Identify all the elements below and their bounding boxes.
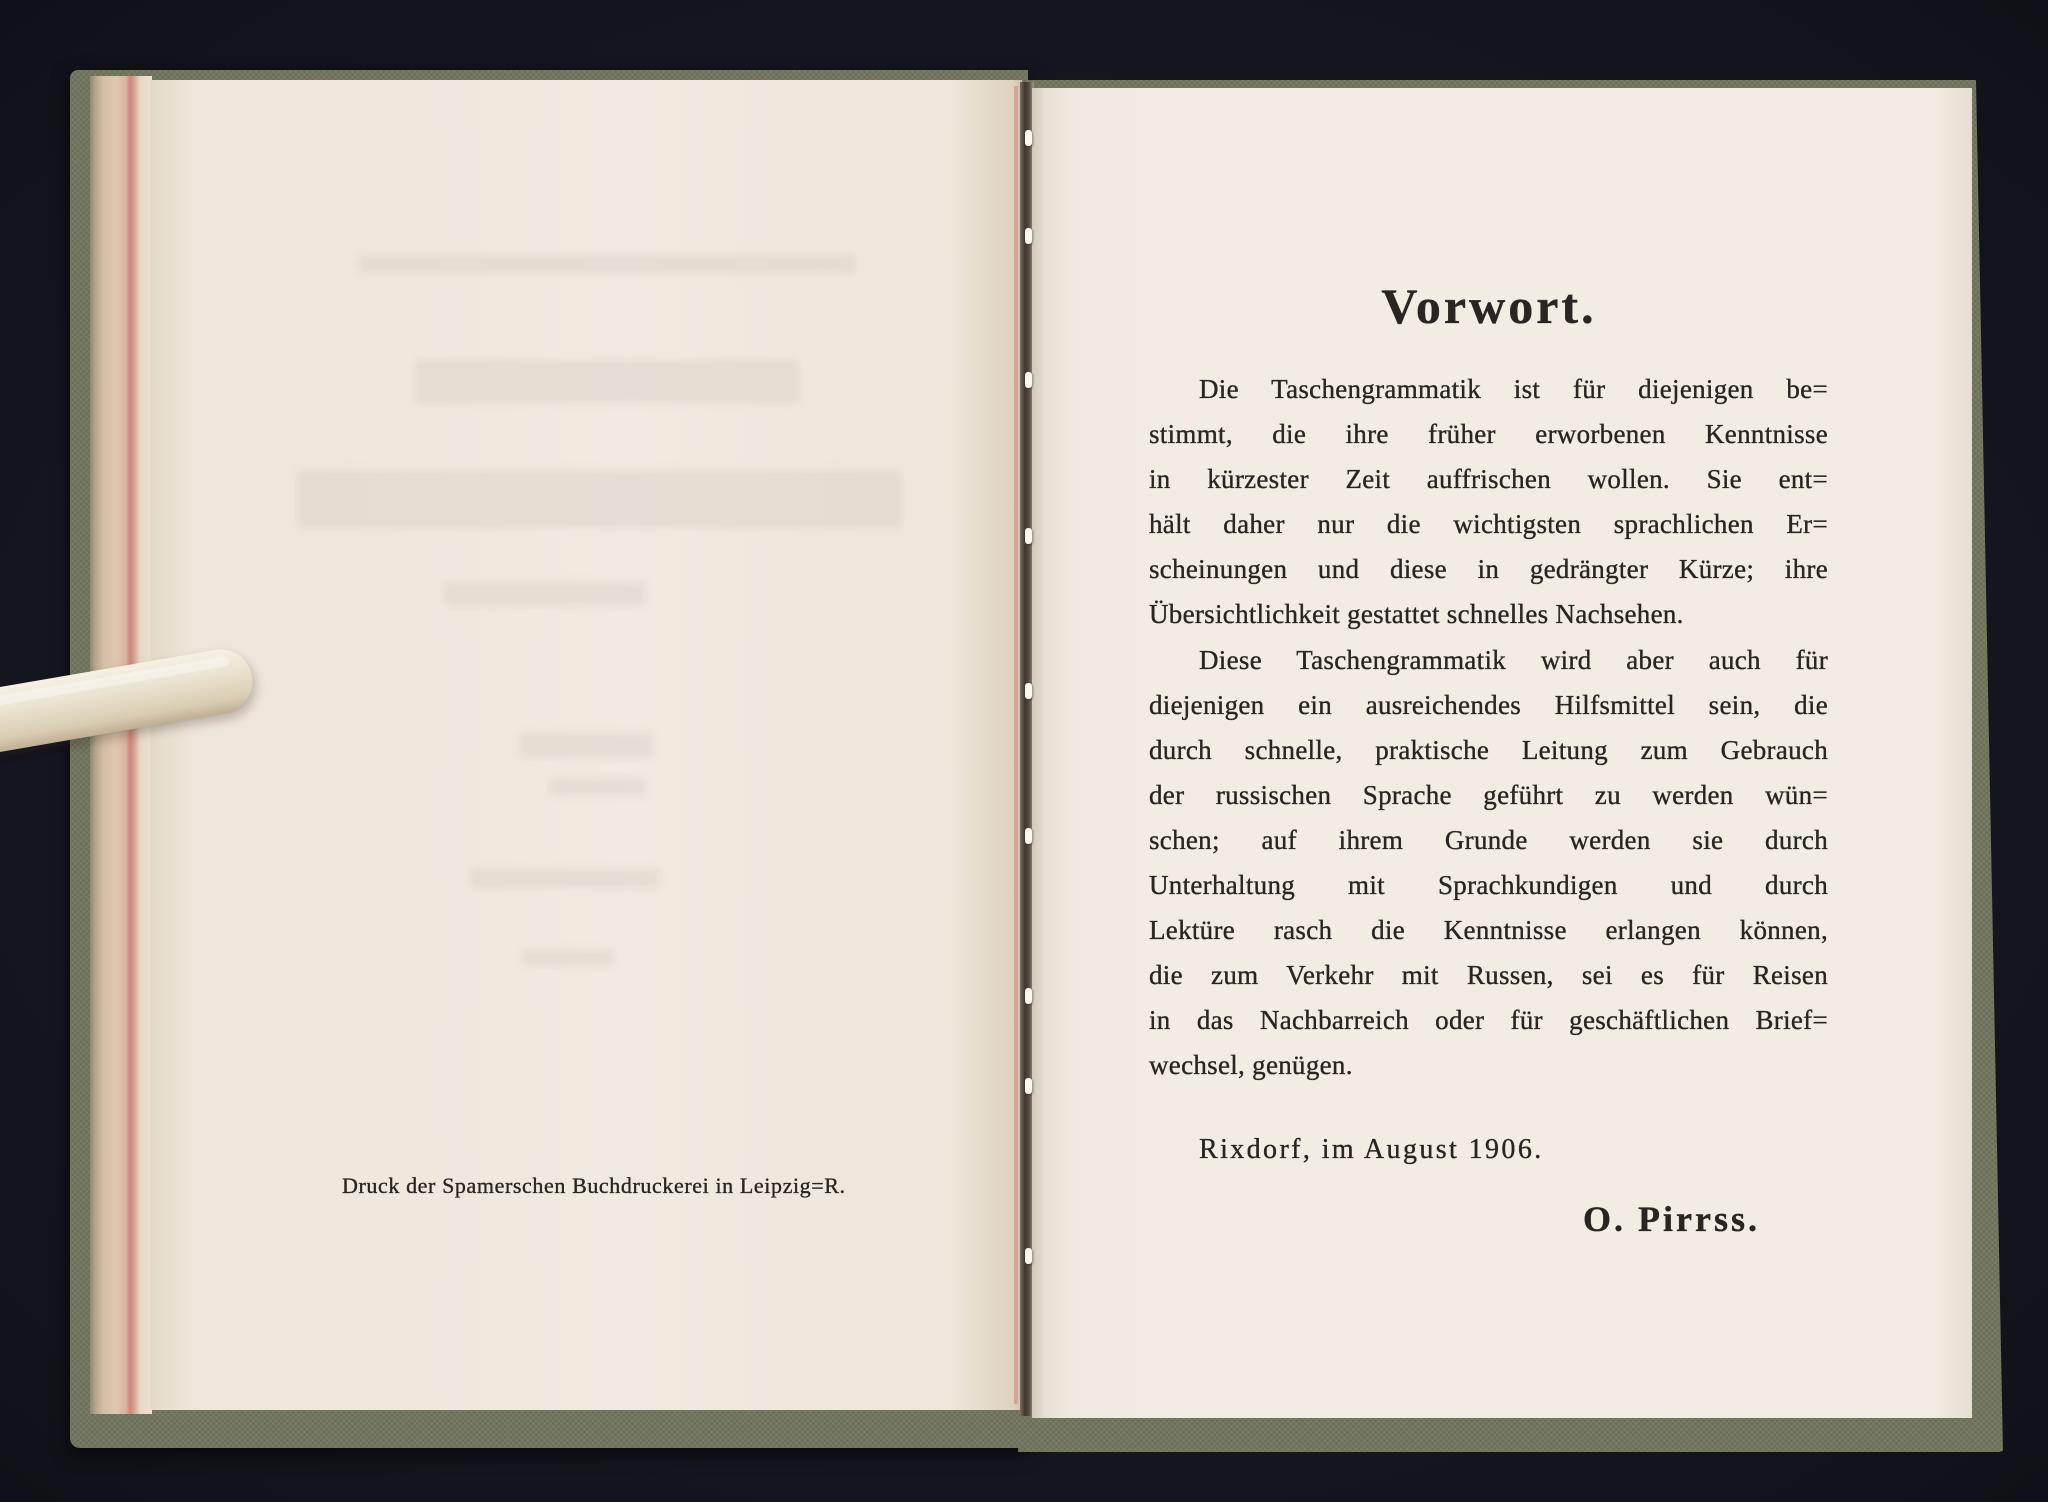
text-line: diejenigen ein ausreichendes Hilfsmittel sein, die	[1149, 689, 1828, 720]
text-line: Übersichtlichkeit gestattet schnelles Nachsehen.	[1149, 599, 1684, 630]
binding-stitch	[1025, 372, 1032, 388]
text-line: durch schnelle, praktische Leitung zum Gebrauch	[1149, 734, 1828, 765]
text-line: Lektüre rasch die Kenntnisse erlangen können,	[1149, 915, 1828, 946]
binding-stitch	[1025, 130, 1032, 146]
page-title: Vorwort.	[1381, 278, 1597, 334]
binding-stitch	[1025, 683, 1032, 699]
text-line: hält daher nur die wichtigsten sprachlichen Er=	[1149, 509, 1828, 540]
show-through-mark	[522, 950, 614, 966]
binding-stitch	[1025, 988, 1032, 1004]
binding-stitch	[1025, 228, 1032, 244]
page-edge-red-line	[1014, 86, 1018, 1404]
text-line: scheinungen und diese in gedrängter Kürze; ihre	[1149, 554, 1828, 585]
show-through-mark	[549, 778, 646, 796]
text-line: Die Taschengrammatik ist für diejenigen be=	[1199, 374, 1828, 404]
printer-imprint: Druck der Spamerschen Buchdruckerei in Leipzig=R.	[342, 1173, 846, 1198]
binding-stitch	[1025, 1248, 1032, 1264]
text-line: Unterhaltung mit Sprachkundigen und durch	[1149, 870, 1828, 901]
paragraph-1	[1149, 367, 1828, 638]
preface-body	[1149, 367, 1828, 1089]
show-through-mark	[444, 582, 646, 606]
show-through-mark	[415, 360, 799, 404]
text-line: der russischen Sprache geführt zu werden wün=	[1149, 779, 1828, 810]
text-line: in das Nachbarreich oder für geschäftlichen Brief=	[1149, 1005, 1828, 1036]
paragraph-2	[1149, 638, 1828, 1089]
binding-stitch	[1025, 828, 1032, 844]
text-line: stimmt, die ihre früher erworbenen Kenntnisse	[1149, 419, 1828, 450]
binding-stitch	[1025, 1078, 1032, 1094]
show-through-mark	[470, 868, 660, 888]
show-through-mark	[359, 255, 855, 273]
show-through-mark	[520, 732, 653, 758]
text-line: wechsel, genügen.	[1149, 1050, 1353, 1081]
pointer-stick	[0, 600, 300, 770]
binding-stitch	[1025, 528, 1032, 544]
text-line: schen; auf ihrem Grunde werden sie durch	[1149, 824, 1828, 855]
show-through-mark	[298, 470, 901, 528]
text-line: Diese Taschengrammatik wird aber auch für	[1199, 644, 1828, 675]
text-line: die zum Verkehr mit Russen, sei es für Reisen	[1149, 960, 1828, 991]
text-line: in kürzester Zeit auffrischen wollen. Sie ent=	[1149, 464, 1828, 495]
place-date-line: Rixdorf, im August 1906.	[1199, 1134, 1544, 1165]
author-signature: O. Pirrss.	[1583, 1199, 1760, 1239]
